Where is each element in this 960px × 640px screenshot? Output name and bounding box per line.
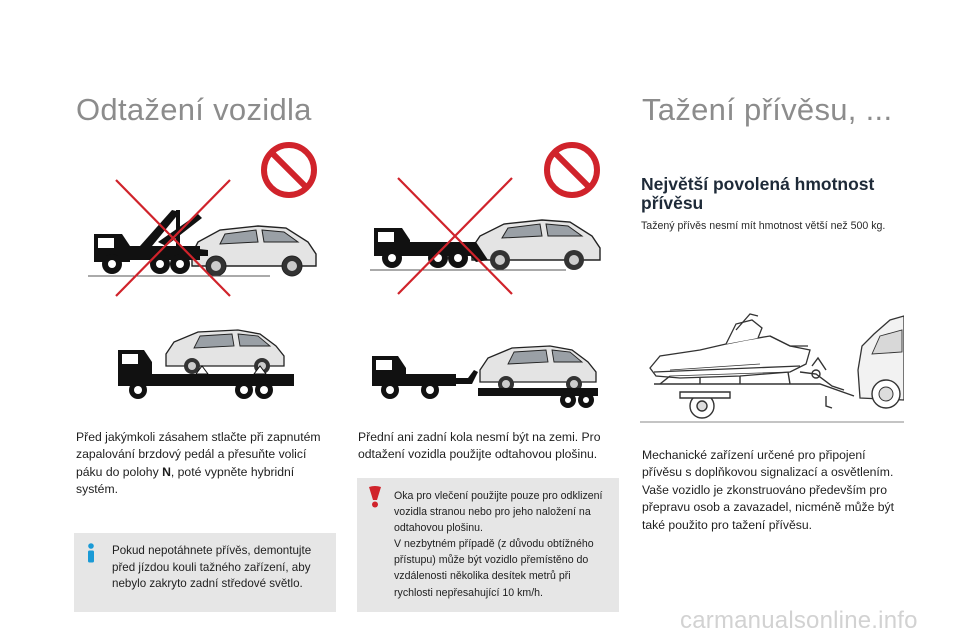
towing-instructions-part2: , poté vypněte hybridní systém. xyxy=(76,464,295,497)
watermark: carmanualsonline.info xyxy=(680,607,918,634)
warning-note-line2: V nezbytném případě (z důvodu obtížného přístupu) může být vozidlo přemístěno do vzdálenosti několika desítek metrů při rychlosti nepřesahující 10 km/h. xyxy=(394,538,594,599)
info-note xyxy=(74,533,336,612)
towing-instructions-part1: Před jakýmkoli zásahem stlačte při zapnutém zapalování brzdový pedál a přesuňte volicí páku do polohy xyxy=(76,430,321,479)
info-note-text: Pokud nepotáhnete přívěs, demontujte před jízdou kouli tažného zařízení, aby nebylo zakryto zadní středové světlo. xyxy=(112,544,312,590)
car-icon xyxy=(166,330,284,374)
section-heading-max-trailer-weight: Největší povolená hmotnost přívěsu xyxy=(641,174,875,213)
car-icon xyxy=(192,226,316,276)
info-icon xyxy=(81,542,101,564)
trailer-description-text: Mechanické zařízení určené pro připojení přívěsu s doplňkovou signalizací a osvětlením. Vaše vozidlo je zkonstruováno především pro přepravu osob a zavazadel, nicméně může být také použito pro tažení přívěsu. xyxy=(642,448,895,532)
warning-icon xyxy=(366,486,384,508)
warning-note xyxy=(357,478,619,612)
trailer-platform-illustration xyxy=(368,342,604,412)
tow-truck-icon xyxy=(374,228,488,268)
tow-crane-prohibited-illustration xyxy=(80,138,330,298)
page-title-towing: Odtažení vozidla xyxy=(76,92,312,127)
car-icon xyxy=(472,220,600,270)
car-icon xyxy=(480,346,596,392)
warning-note-line1: Oka pro vlečení použijte pouze pro odklizení vozidla stranou nebo pro jeho naložení na odtahovou plošinu. xyxy=(394,490,603,535)
prohibition-sign-icon xyxy=(547,145,597,195)
neutral-gear-label: N xyxy=(162,464,171,479)
max-trailer-weight-text: Tažený přívěs nesmí mít hmotnost větší než 500 kg. xyxy=(641,220,886,232)
jetski-trailer-illustration xyxy=(640,310,904,426)
wheel-lift-prohibited-illustration xyxy=(366,138,616,298)
towing-instructions-text xyxy=(76,429,336,499)
prohibition-sign-icon xyxy=(264,145,314,195)
car-rear-icon xyxy=(858,316,904,408)
page-title-trailer: Tažení přívěsu, ... xyxy=(642,92,893,127)
flatbed-transport-illustration xyxy=(114,320,300,404)
jetski-icon xyxy=(650,314,810,378)
flatbed-instructions-text: Přední ani zadní kola nesmí být na zemi. Pro odtažení vozidla použijte odtahovou plošinu. xyxy=(358,430,601,462)
